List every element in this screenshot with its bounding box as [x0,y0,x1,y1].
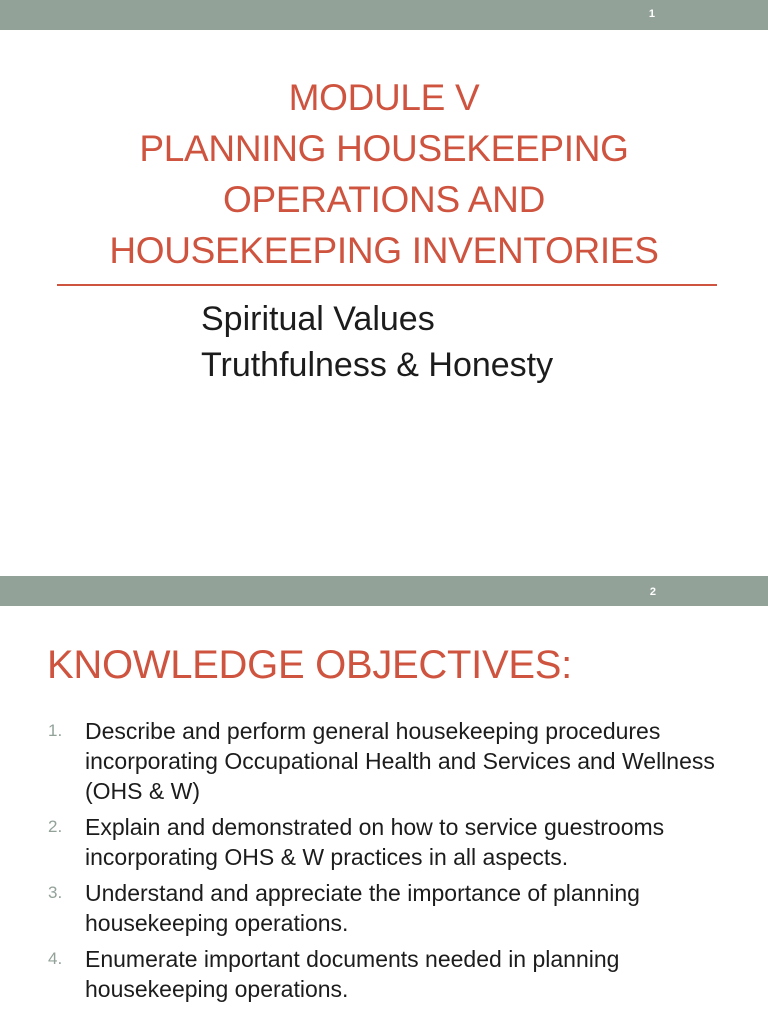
objective-item [0,812,768,872]
objective-number: 1. [48,721,63,740]
objective-item [0,944,768,1004]
objective-item [0,878,768,938]
objectives-heading: KNOWLEDGE OBJECTIVES: [47,643,572,687]
subtitle-line: Truthfulness & Honesty [201,346,554,384]
objective-number: 3. [48,883,63,902]
title-line: OPERATIONS AND [222,179,545,220]
subtitle-line: Spiritual Values [201,300,435,338]
title-line: PLANNING HOUSEKEEPING [139,128,629,169]
slide-2 [0,576,768,1024]
objectives-list [0,716,768,1010]
slide-header-bar [0,576,768,606]
objective-text: Understand and appreciate the importance of planning housekeeping operations. [85,880,640,936]
title-divider [57,284,717,286]
title-line: HOUSEKEEPING INVENTORIES [109,230,659,271]
slide-number: 1 [648,8,655,20]
objective-text: Enumerate important documents needed in planning housekeeping operations. [85,946,620,1002]
objective-item [0,716,768,806]
slide-title [0,72,768,276]
objective-number: 2. [48,817,63,836]
objective-number: 4. [48,949,63,968]
slide-subtitle [201,296,553,388]
slide-number: 2 [649,586,656,598]
slide-header-bar [0,0,768,30]
objective-text: Describe and perform general housekeeping procedures incorporating Occupational Health and Services and Wellness (OHS & W) [85,718,715,804]
objective-text: Explain and demonstrated on how to service guestrooms incorporating OHS & W practices in all aspects. [85,814,665,870]
title-line: MODULE V [288,77,480,118]
